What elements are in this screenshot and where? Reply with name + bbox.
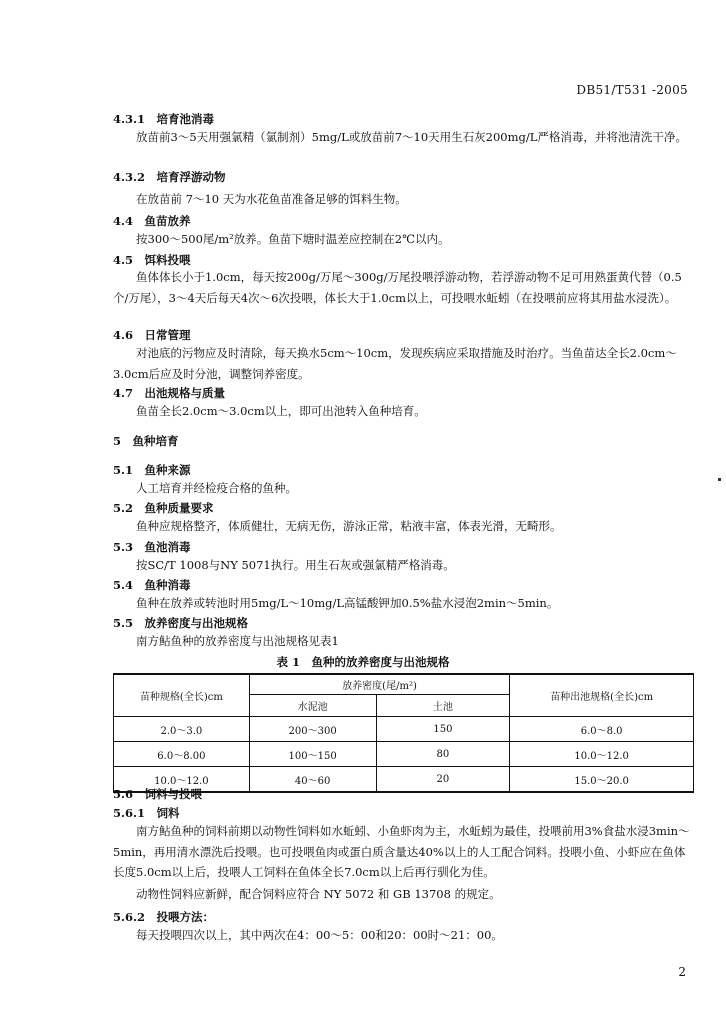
para-5-1: 人工培育并经检疫合格的鱼种。 xyxy=(136,481,297,495)
heading-5-6-2: 5.6.2 投喂方法： xyxy=(113,910,215,924)
para-4-4: 按300～500尾/m²放养。鱼苗下塘时温差应控制在2℃以内。 xyxy=(136,232,450,246)
heading-5-2: 5.2 鱼种质量要求 xyxy=(113,501,214,515)
para-4-3-2: 在放苗前 7～10 天为水花鱼苗准备足够的饵料生物。 xyxy=(136,192,407,206)
para-5-6-1b: 动物性饲料应新鲜，配合饲料应符合 NY 5072 和 GB 13708 的规定。 xyxy=(136,887,501,901)
heading-4-7: 4.7 出池规格与质量 xyxy=(113,386,226,400)
col-spec-header: 苗种规格(全长)cm xyxy=(114,674,250,717)
heading-4-5: 4.5 饵料投喂 xyxy=(113,253,191,267)
page-number: 2 xyxy=(678,965,686,979)
col-density-header: 放养密度(尾/m²) xyxy=(249,674,510,695)
para-4-3-1: 放苗前3～5天用强氯精（氯制剂）5mg/L或放苗前7～10天用生石灰200mg/L严格消毒，并将池清洗干净。 xyxy=(136,130,687,144)
cell-cement: 200～300 xyxy=(249,717,376,742)
para-4-6: 对池底的污物应及时清除，每天换水5cm～10cm，发现疾病应采取措施及时治疗。当鱼苗达全长2.0cm～3.0cm后应及时分池，调整饲养密度。 xyxy=(113,346,677,381)
col-out-header: 苗种出池规格(全长)cm xyxy=(510,674,694,717)
heading-4-6: 4.6 日常管理 xyxy=(113,328,191,342)
heading-4-3-1: 4.3.1 培育池消毒 xyxy=(113,112,215,126)
heading-4-3-2: 4.3.2 培育浮游动物 xyxy=(113,170,226,184)
heading-5-4: 5.4 鱼种消毒 xyxy=(113,578,191,592)
para-5-3: 按SC/T 1008与NY 5071执行。用生石灰或强氯精严格消毒。 xyxy=(136,558,455,572)
para-5-2: 鱼种应规格整齐，体质健壮，无病无伤，游泳正常，粘液丰富，体表光滑，无畸形。 xyxy=(136,519,562,533)
cell-out: 15.0～20.0 xyxy=(510,767,694,793)
para-4-5: 鱼体体长小于1.0cm，每天按200g/万尾～300g/万尾投喂浮游动物，若浮游动物不足可用熟蛋黄代替（0.5个/万尾），3～4天后每天4次～6次投喂，体长大于1.0cm以上，可投喂水蚯蚓（在投喂前应将其用盐水浸洗）。 xyxy=(113,270,682,305)
standard-code: DB51/T531 -2005 xyxy=(576,83,688,97)
cell-out: 6.0～8.0 xyxy=(510,717,694,742)
cell-earth: 150 xyxy=(376,717,510,742)
cell-spec: 10.0～12.0 xyxy=(114,767,250,793)
para-5-6-2: 每天投喂四次以上，其中两次在4：00～5：00和20：00时～21：00。 xyxy=(136,928,503,942)
cell-spec: 6.0～8.00 xyxy=(114,742,250,767)
heading-5-5: 5.5 放养密度与出池规格 xyxy=(113,616,249,630)
table-row xyxy=(114,717,694,742)
cell-out: 10.0～12.0 xyxy=(510,742,694,767)
heading-5: 5 鱼种培育 xyxy=(113,434,179,448)
cell-earth: 80 xyxy=(376,742,510,767)
table-caption: 表 1 鱼种的放养密度与出池规格 xyxy=(276,655,450,669)
scan-speck xyxy=(718,478,721,481)
col-cement-header: 水泥池 xyxy=(249,695,376,717)
heading-5-6-1: 5.6.1 饲料 xyxy=(113,806,180,820)
cell-earth: 20 xyxy=(376,767,510,793)
heading-5-6: 5.6 饲料与投喂 xyxy=(113,787,203,801)
para-5-6-1: 南方鲇鱼种的饲料前期以动物性饲料如水蚯蚓、小鱼虾肉为主，水蚯蚓为最佳，投喂前用3%食盐水浸3min～5min，再用清水漂洗后投喂。也可投喂鱼肉或蛋白质含量达40%以上的人工配合饲料。投喂小鱼、小虾应在鱼体长度5.0cm以上后，投喂人工饲料在鱼体全长7.0cm以上后再行驯化为佳。 xyxy=(113,824,690,879)
stocking-table xyxy=(113,673,694,793)
para-4-7: 鱼苗全长2.0cm～3.0cm以上，即可出池转入鱼种培育。 xyxy=(136,404,426,418)
cell-cement: 40～60 xyxy=(249,767,376,793)
heading-4-4: 4.4 鱼苗放养 xyxy=(113,214,191,228)
heading-5-1: 5.1 鱼种来源 xyxy=(113,463,191,477)
para-5-4: 鱼种在放养或转池时用5mg/L～10mg/L高锰酸钾加0.5%盐水浸泡2min～5min。 xyxy=(136,596,559,610)
table-row xyxy=(114,742,694,767)
para-5-5: 南方鲇鱼种的放养密度与出池规格见表1 xyxy=(136,634,339,648)
heading-5-3: 5.3 鱼池消毒 xyxy=(113,540,191,554)
cell-cement: 100～150 xyxy=(249,742,376,767)
col-earth-header: 土池 xyxy=(376,695,510,717)
cell-spec: 2.0～3.0 xyxy=(114,717,250,742)
